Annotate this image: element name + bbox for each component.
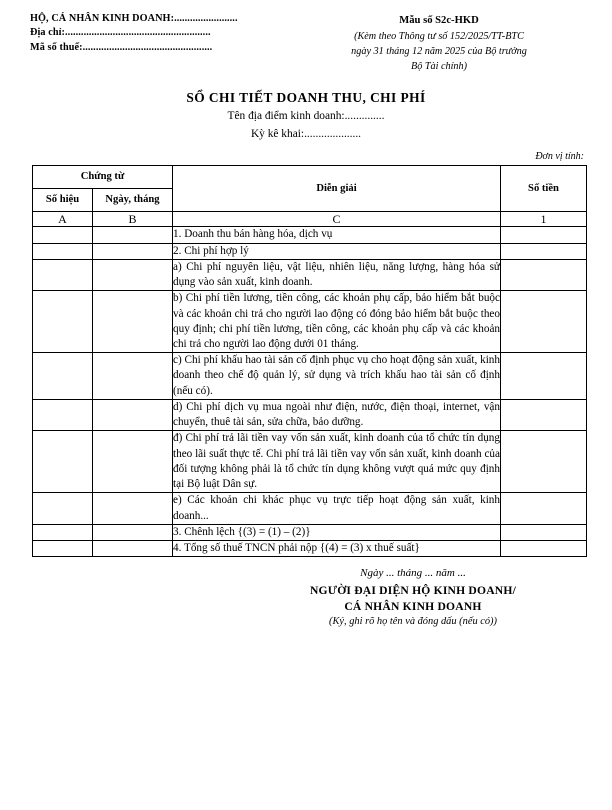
ref-letter-a: A — [33, 211, 93, 226]
cell-voucher-no[interactable] — [33, 524, 93, 540]
ref-number-1: 1 — [501, 211, 587, 226]
table-row — [33, 291, 587, 353]
title-section — [0, 89, 612, 143]
declaration-period-line: Kỳ kê khai:.................... — [250, 128, 362, 141]
cell-voucher-date[interactable] — [93, 431, 173, 493]
cell-description: a) Chi phí nguyên liệu, vật liệu, nhiên liệu, năng lượng, hàng hóa sử dụng vào sản xuất, kinh doanh. — [173, 259, 501, 290]
cell-amount[interactable] — [501, 291, 587, 353]
document-header — [0, 0, 612, 75]
header-row-top — [33, 166, 587, 189]
table-row — [33, 259, 587, 290]
table-row — [33, 243, 587, 259]
cell-voucher-date[interactable] — [93, 291, 173, 353]
cell-voucher-date[interactable] — [93, 493, 173, 524]
cell-description: 2. Chi phí hợp lý — [173, 243, 501, 259]
cell-amount[interactable] — [501, 399, 587, 430]
cell-amount[interactable] — [501, 493, 587, 524]
cell-voucher-no[interactable] — [33, 243, 93, 259]
cell-voucher-date[interactable] — [93, 259, 173, 290]
cell-description: c) Chi phí khấu hao tài sản cố định phục vụ cho hoạt động sản xuất, kinh doanh theo chế độ quản lý, sử dụng và trích khấu hao tài sản cố định (nếu có). — [173, 353, 501, 400]
signature-section — [0, 566, 612, 629]
table-row — [33, 524, 587, 540]
cell-amount[interactable] — [501, 541, 587, 557]
table-body — [33, 227, 587, 557]
form-circular-line-2: ngày 31 tháng 12 năm 2025 của Bộ trưởng — [351, 46, 527, 58]
column-header-voucher-no: Số hiệu — [33, 189, 93, 212]
column-header-description: Diễn giải — [173, 166, 501, 212]
column-header-voucher-group: Chứng từ — [33, 166, 173, 189]
cell-voucher-no[interactable] — [33, 399, 93, 430]
cell-voucher-date[interactable] — [93, 243, 173, 259]
ledger-table-wrapper — [0, 165, 612, 557]
ref-letter-c: C — [173, 211, 501, 226]
business-name-line: HỘ, CÁ NHÂN KINH DOANH:........................ — [30, 13, 238, 24]
cell-voucher-date[interactable] — [93, 399, 173, 430]
cell-voucher-no[interactable] — [33, 431, 93, 493]
cell-description: e) Các khoản chi khác phục vụ trực tiếp hoạt động sản xuất, kinh doanh... — [173, 493, 501, 524]
table-row — [33, 493, 587, 524]
cell-voucher-no[interactable] — [33, 541, 93, 557]
cell-amount[interactable] — [501, 259, 587, 290]
cell-description: d) Chi phí dịch vụ mua ngoài như điện, nước, điện thoại, internet, vận chuyển, thuê tài sản, sửa chữa, bảo dưỡng. — [173, 399, 501, 430]
table-head — [33, 166, 587, 227]
ref-letter-b: B — [93, 211, 173, 226]
business-taxcode-line: Mã số thuế:................................................. — [30, 41, 213, 53]
business-address-line: Địa chỉ:....................................................... — [30, 27, 211, 39]
cell-amount[interactable] — [501, 227, 587, 243]
cell-description: 1. Doanh thu bán hàng hóa, dịch vụ — [173, 227, 501, 243]
cell-voucher-no[interactable] — [33, 259, 93, 290]
form-code: Mẫu số S2c-HKD — [399, 15, 479, 26]
cell-amount[interactable] — [501, 524, 587, 540]
table-row — [33, 431, 587, 493]
cell-voucher-no[interactable] — [33, 493, 93, 524]
table-row — [33, 353, 587, 400]
column-header-voucher-date: Ngày, tháng — [93, 189, 173, 212]
form-reference-block — [292, 12, 586, 75]
signature-date-line: Ngày ... tháng ... năm ... — [360, 567, 466, 580]
organization-block — [30, 12, 292, 55]
cell-voucher-date[interactable] — [93, 541, 173, 557]
ledger-table — [32, 165, 587, 557]
column-reference-row — [33, 211, 587, 226]
cell-voucher-date[interactable] — [93, 524, 173, 540]
cell-voucher-no[interactable] — [33, 353, 93, 400]
cell-voucher-no[interactable] — [33, 227, 93, 243]
column-header-amount: Số tiền — [501, 166, 587, 212]
cell-amount[interactable] — [501, 431, 587, 493]
page-title: SỔ CHI TIẾT DOANH THU, CHI PHÍ — [186, 89, 426, 105]
cell-voucher-no[interactable] — [33, 291, 93, 353]
cell-description: đ) Chi phí trả lãi tiền vay vốn sản xuất, kinh doanh của tổ chức tín dụng theo lãi suất thực tế. Chi phí trả lãi tiền vay vốn sản xuất, kinh doanh của đối tượng không phải là tổ chức tín dụng không vượt quá mức quy định tại Bộ luật Dân sự. — [173, 431, 501, 493]
cell-description: 3. Chênh lệch {(3) = (1) – (2)} — [173, 524, 501, 540]
cell-amount[interactable] — [501, 243, 587, 259]
unit-of-measure-label: Đơn vị tính: — [535, 151, 584, 163]
table-row — [33, 227, 587, 243]
cell-voucher-date[interactable] — [93, 353, 173, 400]
form-circular-line-3: Bộ Tài chính) — [410, 60, 468, 72]
signature-instruction-note: (Ký, ghi rõ họ tên và đóng dấu (nếu có)) — [329, 615, 497, 627]
business-location-line: Tên địa điểm kinh doanh:.............. — [227, 110, 385, 123]
signature-role-line-2: CÁ NHÂN KINH DOANH — [344, 599, 482, 613]
cell-description: b) Chi phí tiền lương, tiền công, các khoản phụ cấp, bảo hiểm bắt buộc và các khoản chi trả cho người lao động có đóng bảo hiểm bắt buộc theo quy định; chi phí tiền lương, tiền công, các khoản phụ cấp và các khoản chi trả cho người lao động dưới 01 tháng. — [173, 291, 501, 353]
table-row — [33, 399, 587, 430]
form-circular-line-1: (Kèm theo Thông tư số 152/2025/TT-BTC — [354, 31, 524, 43]
signature-role-line-1: NGƯỜI ĐẠI DIỆN HỘ KINH DOANH/ — [309, 583, 517, 597]
table-row — [33, 541, 587, 557]
cell-amount[interactable] — [501, 353, 587, 400]
cell-description: 4. Tổng số thuế TNCN phải nộp {(4) = (3) x thuế suất} — [173, 541, 501, 557]
cell-voucher-date[interactable] — [93, 227, 173, 243]
